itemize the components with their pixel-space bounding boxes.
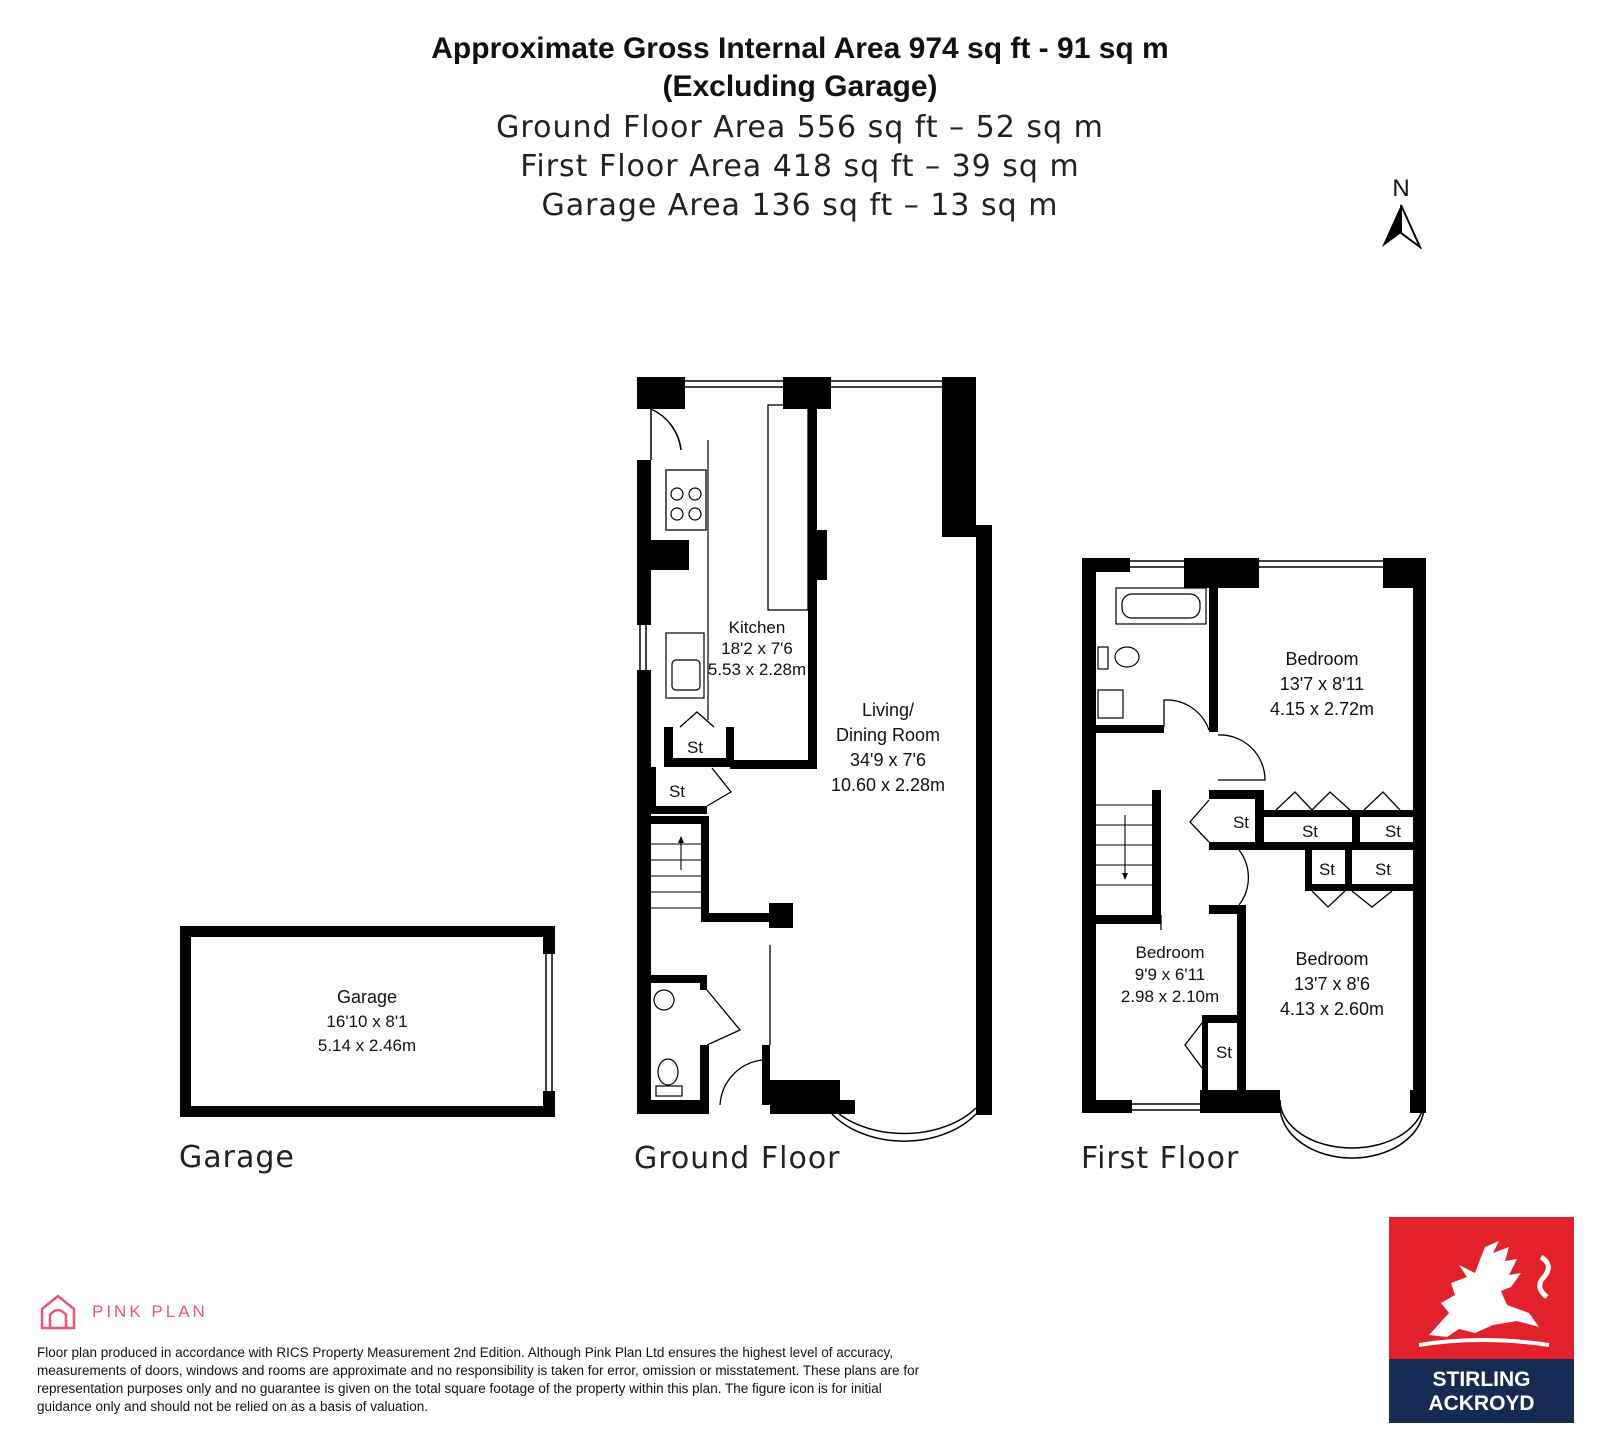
bedroom3-metric: 2.98 x 2.10m [1120, 987, 1220, 1006]
garage-plan [180, 926, 555, 1117]
bedroom2-metric: 4.13 x 2.60m [1279, 999, 1385, 1019]
house-logo-icon [38, 1293, 78, 1331]
storage-label-bed3: St [1215, 1043, 1233, 1062]
brand-navy-panel [1389, 1359, 1574, 1423]
bedroom1-metric: 4.15 x 2.72m [1269, 699, 1375, 719]
garage-area: Garage Area 136 sq ft – 13 sq m [541, 188, 1059, 223]
bedroom3-name: Bedroom [1135, 943, 1205, 962]
disclaimer: Floor plan produced in accordance with RICS Property Measurement 2nd Edition. Although Pink Plan Ltd ensures the highest level of accuracy, measurements of doors, windows and rooms are approximate and no responsibility is taken for error, omission or misstatement. These plans are for representation purposes only and no guarantee is given on the total square footage of the property within this plan. The figure icon is for initial guidance only and should not be relied on as a basis of valuation. [37, 1345, 920, 1414]
storage-label-hall: St [668, 782, 686, 801]
bedroom1-name: Bedroom [1285, 649, 1359, 669]
living-metric: 10.60 x 2.28m [830, 775, 946, 795]
first-floor-name: First Floor [1081, 1141, 1240, 1176]
ground-floor-name: Ground Floor [634, 1141, 841, 1176]
north-label: N [1392, 175, 1410, 202]
garage-floor-name: Garage [179, 1140, 295, 1175]
title-line-1: Approximate Gross Internal Area 974 sq ft - 91 sq m [431, 32, 1169, 65]
ground-floor-plan [637, 377, 992, 1141]
kitchen-imperial: 18'2 x 7'6 [721, 639, 793, 658]
storage-label-kitchen: St [686, 738, 704, 757]
kitchen-name: Kitchen [728, 618, 786, 637]
ground-floor-area: Ground Floor Area 556 sq ft – 52 sq m [496, 110, 1104, 145]
first-floor-plan [1082, 558, 1426, 1158]
brand-red-panel [1389, 1217, 1574, 1359]
pink-plan-name: PINK PLAN [92, 1302, 208, 1321]
living-name-1: Living/ [861, 700, 915, 720]
storage-label-bed1-b: St [1384, 822, 1402, 841]
bedroom2-name: Bedroom [1295, 949, 1369, 969]
garage-imperial: 16'10 x 8'1 [326, 1012, 408, 1031]
storage-label-bed2-a: St [1318, 860, 1336, 879]
storage-label-landing: St [1232, 813, 1250, 832]
brand-line-2: ACKROYD [1428, 1392, 1535, 1415]
living-imperial: 34'9 x 7'6 [850, 750, 926, 770]
pink-plan-logo [38, 1293, 208, 1331]
living-name-2: Dining Room [835, 725, 941, 745]
bedroom2-imperial: 13'7 x 8'6 [1294, 974, 1370, 994]
griffin-icon [1389, 1217, 1574, 1359]
brand-line-1: STIRLING [1432, 1368, 1531, 1391]
storage-label-bed2-b: St [1374, 860, 1392, 879]
stirling-ackroyd-logo [1389, 1217, 1574, 1423]
title-line-2: (Excluding Garage) [662, 70, 938, 103]
kitchen-metric: 5.53 x 2.28m [707, 660, 807, 679]
bedroom1-imperial: 13'7 x 8'11 [1279, 674, 1365, 694]
garage-metric: 5.14 x 2.46m [317, 1036, 417, 1055]
bedroom3-imperial: 9'9 x 6'11 [1134, 965, 1206, 984]
garage-name: Garage [336, 987, 398, 1007]
storage-label-bed1-a: St [1301, 822, 1319, 841]
first-floor-area: First Floor Area 418 sq ft – 39 sq m [520, 149, 1080, 184]
